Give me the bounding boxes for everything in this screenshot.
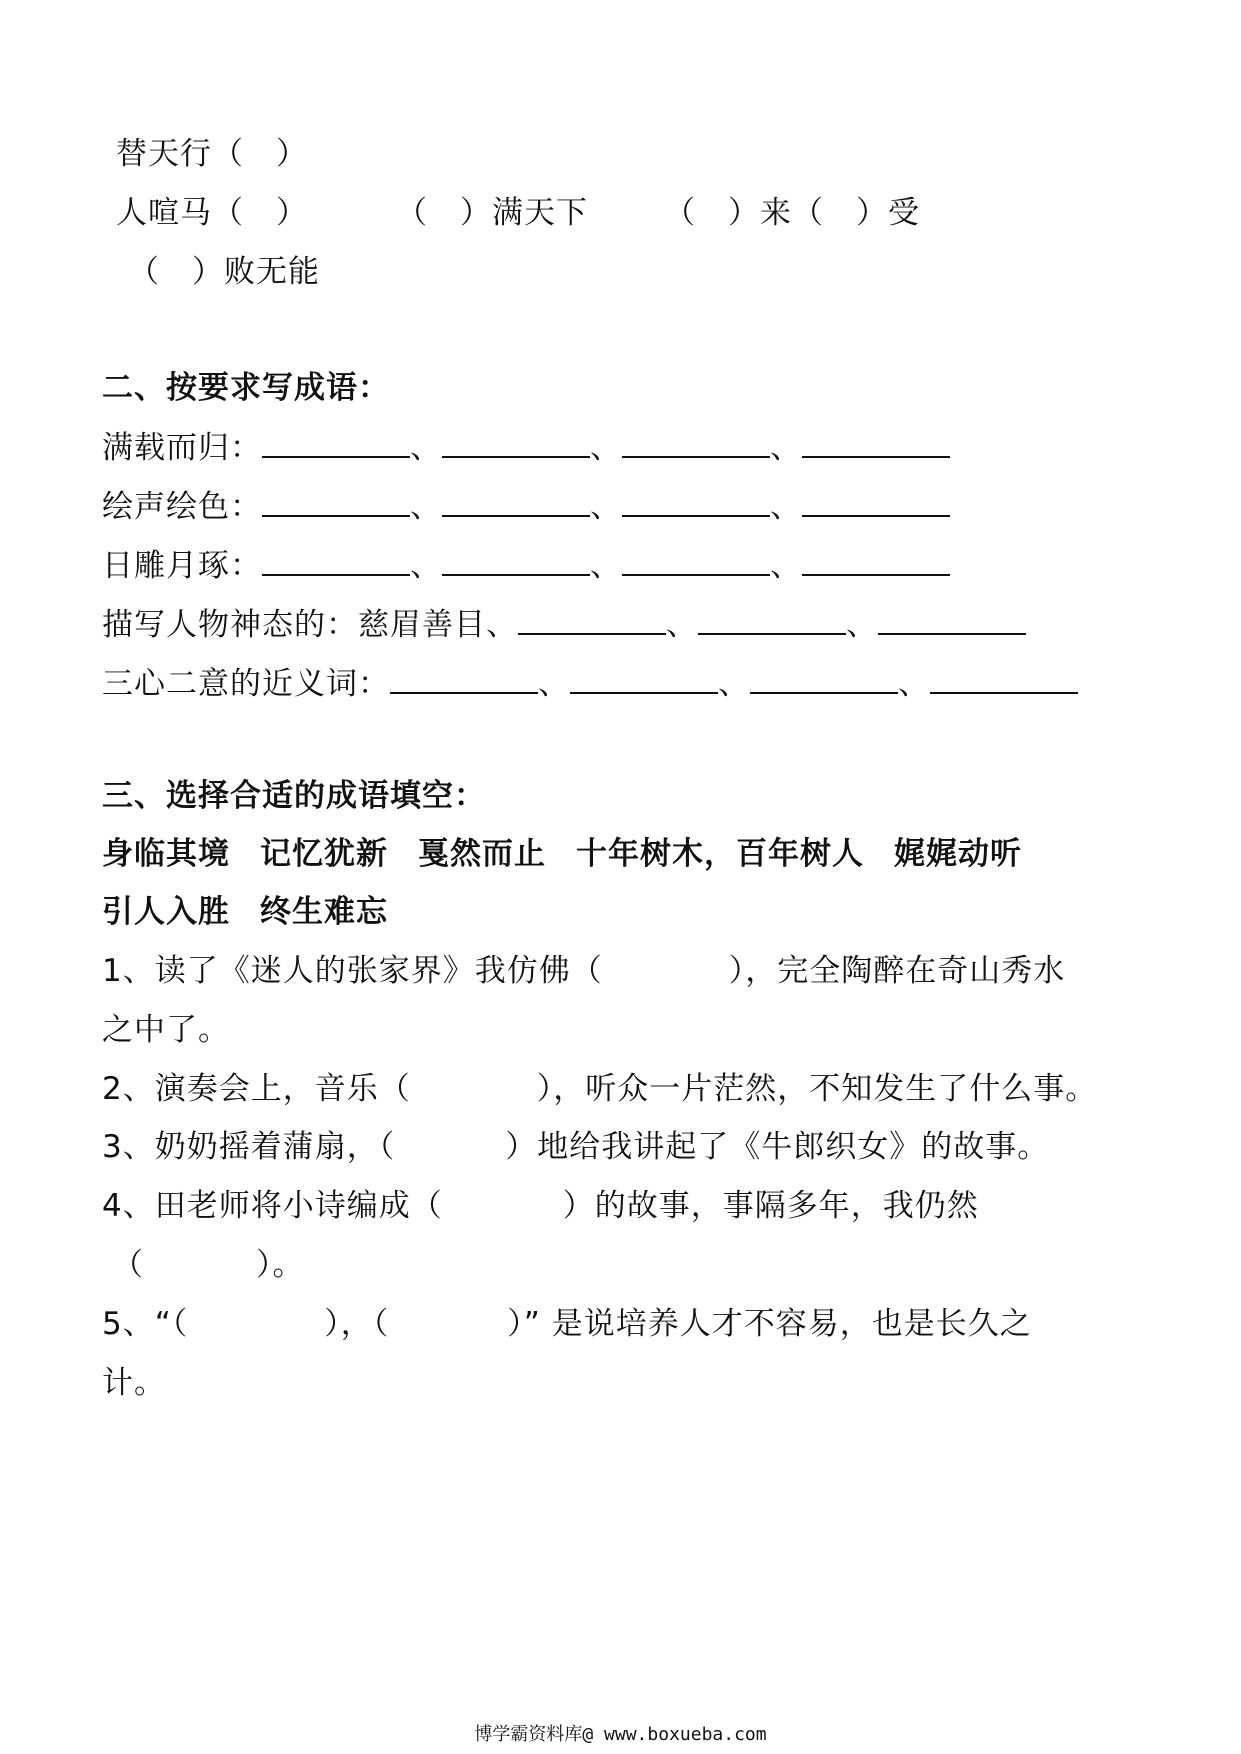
footer-source: 博学霸资料库@ www.boxueba.com: [474, 1724, 767, 1745]
answer-blank[interactable]: [262, 485, 410, 517]
word-bank-row-1: [102, 834, 1022, 874]
answer-blank[interactable]: [750, 662, 898, 694]
word-bank-item: 娓娓动听: [894, 836, 1022, 872]
row-label: 日雕月琢：: [102, 548, 262, 584]
write-idiom-row: 描写人物神态的：慈眉善目、 、 、: [102, 603, 1026, 645]
answer-blank[interactable]: [802, 485, 950, 517]
answer-blank[interactable]: [442, 426, 590, 458]
idiom-fill-3: （ ）满天下: [396, 195, 588, 231]
question-3: 3、奶奶摇着蒲扇，（ ）地给我讲起了《牛郎织女》的故事。: [102, 1129, 1050, 1165]
answer-blank[interactable]: [802, 426, 950, 458]
word-bank-row-2: [102, 892, 388, 932]
answer-blank[interactable]: [262, 426, 410, 458]
idiom-fill-1: 替天行（ ）: [116, 136, 308, 172]
question-2: 2、演奏会上，音乐（ ），听众一片茫然，不知发生了什么事。: [102, 1071, 1098, 1107]
word-bank-item: 终生难忘: [260, 894, 388, 930]
section3-title: 三、选择合适的成语填空：: [102, 778, 486, 814]
idiom-fill-2: 人喧马（ ）: [116, 195, 308, 231]
answer-blank[interactable]: [518, 603, 666, 635]
row-label: 绘声绘色：: [102, 489, 262, 525]
word-bank-item: 引人入胜: [102, 894, 230, 930]
question-4-cont: （ ）。: [112, 1247, 305, 1283]
idiom-fill-4: （ ）来（ ）受: [664, 195, 920, 231]
answer-blank[interactable]: [262, 544, 410, 576]
word-bank-item: 记忆犹新: [260, 836, 388, 872]
answer-blank[interactable]: [442, 485, 590, 517]
word-bank-item: 身临其境: [102, 836, 230, 872]
idiom-fill-5: （ ）败无能: [128, 254, 320, 290]
write-idiom-row: 绘声绘色： 、 、 、: [102, 485, 950, 527]
row-label: 描写人物神态的：慈眉善目、: [102, 607, 518, 643]
answer-blank[interactable]: [698, 603, 846, 635]
question-4: 4、田老师将小诗编成（ ）的故事，事隔多年，我仍然: [102, 1188, 979, 1224]
write-idiom-row: 日雕月琢： 、 、 、: [102, 544, 950, 586]
question-5-cont: 计。: [102, 1365, 166, 1401]
word-bank-item: 戛然而止: [418, 836, 546, 872]
answer-blank[interactable]: [622, 485, 770, 517]
question-5: 5、“（ ），（ ）” 是说培养人才不容易，也是长久之: [102, 1306, 1032, 1342]
answer-blank[interactable]: [622, 426, 770, 458]
row-label: 三心二意的近义词：: [102, 666, 390, 702]
answer-blank[interactable]: [802, 544, 950, 576]
answer-blank[interactable]: [622, 544, 770, 576]
answer-blank[interactable]: [442, 544, 590, 576]
answer-blank[interactable]: [930, 662, 1078, 694]
answer-blank[interactable]: [390, 662, 538, 694]
question-1-cont: 之中了。: [102, 1012, 230, 1048]
row-label: 满载而归：: [102, 430, 262, 466]
answer-blank[interactable]: [570, 662, 718, 694]
question-1: 1、读了《迷人的张家界》我仿佛（ ），完全陶醉在奇山秀水: [102, 953, 1066, 989]
write-idiom-row: 三心二意的近义词： 、 、 、: [102, 662, 1078, 704]
write-idiom-row: 满载而归： 、 、 、: [102, 426, 950, 468]
section2-title: 二、按要求写成语：: [102, 370, 390, 406]
answer-blank[interactable]: [878, 603, 1026, 635]
word-bank-item: 十年树木，百年树人: [576, 836, 864, 872]
